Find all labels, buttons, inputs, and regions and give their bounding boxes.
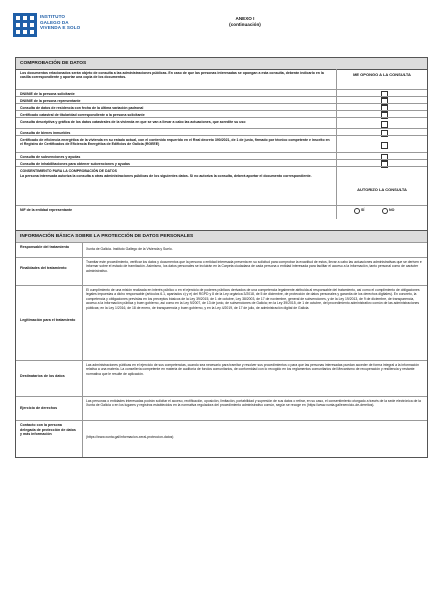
data-verification-section [15,57,428,231]
authorize-yes-radio[interactable] [354,208,360,214]
consent-item-label: Consulta de datos de residencia con fecha de la última variación padronal [20,105,144,110]
consent-item-label: Certificado catastral de titularidad correspondiente a la persona solicitante [20,112,145,117]
annex-title: ANEXO I [235,16,255,21]
logo-text [40,14,80,31]
info-row-label: Finalidades del tratamiento [20,266,67,270]
info-row-label: Contacto con la persona delegada de protección de datos y más información [20,423,76,437]
xunta-logo-icon [13,13,37,37]
info-row [16,257,427,286]
annex-subtitle: (continuación) [229,22,261,27]
annex-header [200,16,290,28]
consent-item-label: DNI/NIE de la persona representante [20,98,81,103]
info-row-value: Las administraciones públicas en el ejercicio de sus competencias, cuando sea necesario para tramitar y resolver sus procedimientos o para que las personas interesadas puedan acceder de forma integral a la información relativa a una materia. La consellería competente en materia de auditoría de fondos comunitarios, de conformidad con lo recogido en los reglamentos comunitarios del Mecanismo de recuperación y resiliencia y restante normativa que le resulte de aplicación. [86,363,420,376]
consent-item-label: Certificado de eficiencia energética de la vivienda en su estado actual, con el contenido requerido en el Real decreto 390/2021, de 1 de junio, firmado por técnico competente e inscrito en el Registro de Certificados de Eficiencia Energética de Edificios de Galicia (RGEEE) [20,137,330,146]
oppose-checkbox[interactable] [381,121,388,128]
org-line-2: GALEGO DA [40,19,69,25]
consent-item-label: DNI/NIE de la persona solicitante [20,91,75,96]
consent-item-label: Consulta descriptiva y gráfica de los datos catastrales de la vivienda en que se van a llevar a cabo las actuaciones, que acredite su uso [20,119,246,124]
consent-item-label: Consulta de inhabilitaciones para obtener subvenciones y ayudas [20,161,130,166]
authorize-column-header: AUTORIZO LA CONSULTA [357,187,407,192]
info-row [16,396,427,421]
info-row-label: Legitimación para el tratamiento [20,318,76,322]
info-row [16,360,427,397]
nif-label: NIF de la entidad representante [20,208,73,212]
consent-intro: Los documentos relacionados serán objeto de consulta a las administraciones públicas. En caso de que las personas interesadas se opongan a esta consulta, deberán indicarlo en la casilla correspondiente y aportar una copia de los documentos. [20,71,324,80]
info-row [16,420,427,458]
consent-row [16,135,427,153]
info-row-value: El cumplimiento de una misión realizada en interés público o en el ejercicio de poderes públicos derivados de una competencia legalmente atribuida al responsable del tratamiento, así como el cumplimiento de obligaciones legales impuestas a dicho responsable (artículos 6.1, apartados c) y e) del RGPD y 8 de la Ley orgánica 3/2018, de 5 de diciembre, de protección de datos personales y garantía de los derechos digitales). En concreto, la competencia y obligaciones previstas en los preceptos básicos de la Ley 39/2015, de 1 de octubre, Ley 38/2003, de 17 de noviembre, general de subvenciones, y de la Ley 19/2013, de 9 de diciembre, de transparencia, acceso a la información pública y buen gobierno, así como en la Ley 9/2007, de 13 de junio, de subvenciones de Galicia; en la Ley 39/2015, de 1 de octubre, del procedimiento administrativo común de las administraciones públicas; en la Ley 1/2016, de 18 de enero, de transparencia y buen gobierno, y en la Ley 4/2019, de 17 de julio, de administración digital de Galicia. [86,288,420,310]
section-heading: INFORMACIÓN BÁSICA SOBRE LA PROTECCIÓN DE DATOS PERSONALES [16,231,427,243]
info-row-label: Ejercicio de derechos [20,406,58,410]
oppose-checkbox[interactable] [381,142,388,149]
authorize-no-radio[interactable] [382,208,388,214]
consent-authorization-text: La persona interesada autoriza la consulta a otras administraciones públicas de los siguientes datos. Si no autoriza la consulta, deberá aportar el documento correspondiente. [20,174,312,178]
section-heading: COMPROBACIÓN DE DATOS [16,58,427,70]
data-protection-section [15,230,428,458]
consent-subheading: CONSENTIMIENTO PARA LA COMPROBACIÓN DE DATOS [20,168,117,173]
nif-row [16,205,427,214]
info-row-value: Tramitar este procedimiento, verificar los datos y documentos que la persona o entidad interesada presenta en su solicitud para comprobar la exactitud de estos, llevar a cabo las actuaciones administrativas que se deriven e informar sobre el estado de tramitación. Asimismo, los datos personales se incluirán en la Carpeta ciudadana de cada persona o entidad interesada para facilitar el acceso a la información, tanto personal como de carácter administrativo. [86,260,422,273]
info-row-value[interactable]: (https://www.xunta.gal/informacion-xeral-proteccion-datos) [86,435,174,439]
info-row [16,285,427,361]
yes-label: SÍ [361,208,365,212]
consent-item-label: Consulta de bienes inmuebles [20,130,71,135]
oppose-column-header: ME OPONGO A LA CONSULTA [353,72,411,77]
org-line-3: VIVENDA E SOLO [40,25,81,31]
consent-item-label: Consulta de subvenciones y ayudas [20,154,81,159]
info-row [16,242,427,258]
info-row-label: Destinatarios de los datos [20,374,65,378]
info-row-value: Xunta de Galicia. Instituto Gallego de la Vivienda y Suelo. [86,247,173,251]
org-line-1: INSTITUTO [40,14,66,19]
igvs-logo [13,13,103,47]
no-label: NO [389,208,395,212]
info-row-value: Las personas o entidades interesadas podrán solicitar el acceso, rectificación, oposición, limitación, portabilidad y supresión de sus datos o retirar, en su caso, el consentimiento otorgado a través de la sede electrónica de la Xunta de Galicia o en los lugares y registros establecidos en la normativa reguladora del procedimiento administrativo común, según se recoge en (https://www.xunta.gal/exercicio-de-dereitos). [86,399,421,408]
info-row-label: Responsable del tratamiento [20,245,70,249]
